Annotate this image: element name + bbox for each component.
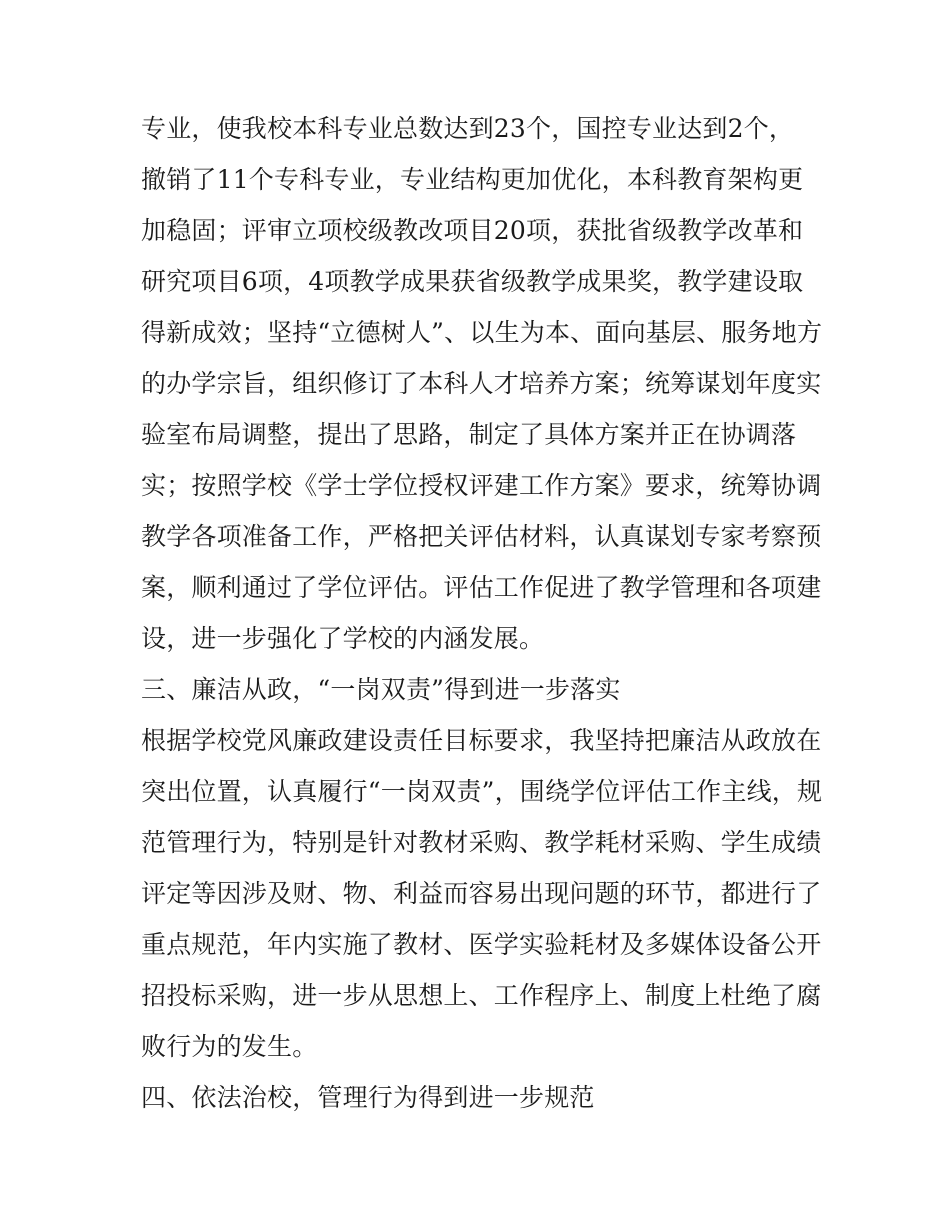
body-text-line: 研究项目6项，4项教学成果获省级教学成果奖，教学建设取 bbox=[141, 267, 804, 296]
body-text-line: 重点规范，年内实施了教材、医学实验耗材及多媒体设备公开 bbox=[141, 930, 822, 959]
section-heading: 三、廉洁从政，“一岗双责”得到进一步落实 bbox=[141, 675, 621, 704]
body-text-line: 范管理行为，特别是针对教材采购、教学耗材采购、学生成绩 bbox=[141, 828, 822, 857]
body-text-line: 得新成效；坚持“立德树人”、以生为本、面向基层、服务地方 bbox=[141, 318, 823, 347]
section-heading: 四、依法治校，管理行为得到进一步规范 bbox=[141, 1083, 595, 1112]
body-text-line: 加稳固；评审立项校级教改项目20项，获批省级教学改革和 bbox=[141, 216, 804, 245]
body-text-line: 教学各项准备工作，严格把关评估材料，认真谋划专家考察预 bbox=[141, 522, 822, 551]
body-text-line: 案，顺利通过了学位评估。评估工作促进了教学管理和各项建 bbox=[141, 573, 822, 602]
body-text-line: 败行为的发生。 bbox=[141, 1032, 318, 1061]
body-text-line: 根据学校党风廉政建设责任目标要求，我坚持把廉洁从政放在 bbox=[141, 726, 822, 755]
body-text-line: 设，进一步强化了学校的内涵发展。 bbox=[141, 624, 545, 653]
body-text-line: 突出位置，认真履行“一岗双责”，围绕学位评估工作主线，规 bbox=[141, 777, 823, 806]
body-text-line: 专业，使我校本科专业总数达到23个，国控专业达到2个， bbox=[141, 114, 795, 143]
body-text-line: 招投标采购，进一步从思想上、工作程序上、制度上杜绝了腐 bbox=[141, 981, 822, 1010]
body-text-line: 撤销了11个专科专业，专业结构更加优化，本科教育架构更 bbox=[141, 165, 804, 194]
body-text-line: 验室布局调整，提出了思路，制定了具体方案并正在协调落 bbox=[141, 420, 797, 449]
body-text-line: 实；按照学校《学士学位授权评建工作方案》要求，统筹协调 bbox=[141, 471, 822, 500]
body-text-line: 评定等因涉及财、物、利益而容易出现问题的环节，都进行了 bbox=[141, 879, 822, 908]
body-text-line: 的办学宗旨，组织修订了本科人才培养方案；统筹谋划年度实 bbox=[141, 369, 822, 398]
